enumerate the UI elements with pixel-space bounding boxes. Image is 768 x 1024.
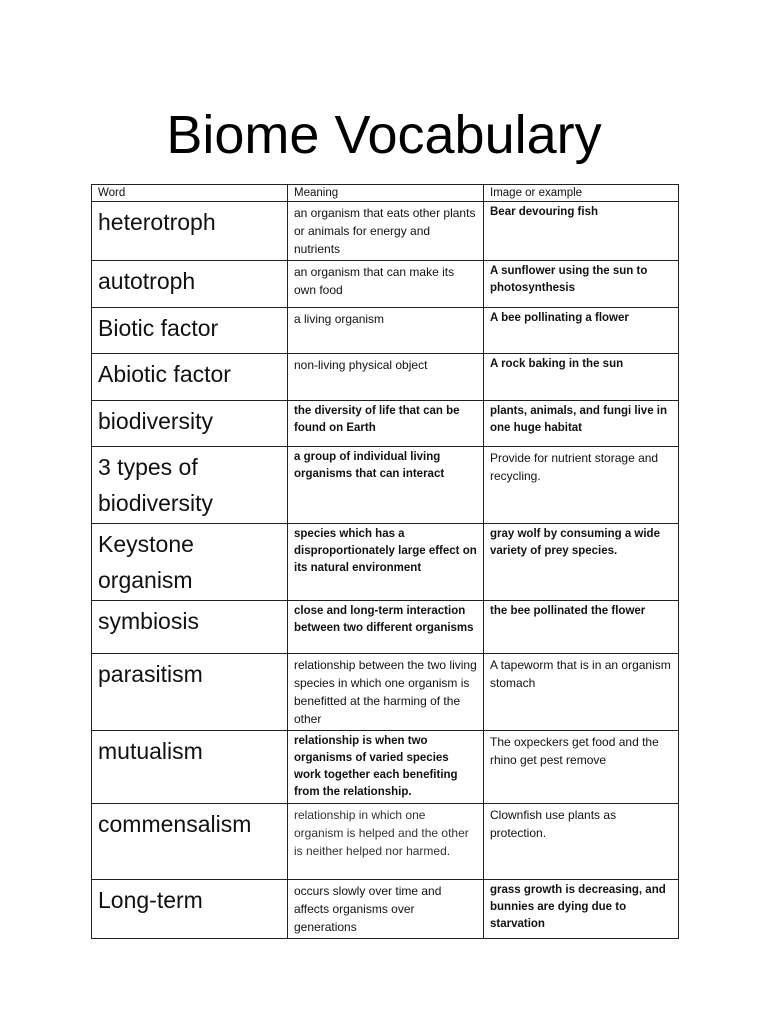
- word-cell: Long-term: [92, 880, 288, 939]
- word-cell: Abiotic factor: [92, 354, 288, 401]
- table-row: [92, 880, 679, 939]
- table-row: [92, 524, 679, 601]
- meaning-cell: the diversity of life that can be found on Earth: [288, 401, 484, 447]
- table-row: [92, 354, 679, 401]
- word-cell: commensalism: [92, 804, 288, 880]
- meaning-cell: occurs slowly over time and affects organisms over generations: [288, 880, 484, 939]
- word-cell: autotroph: [92, 261, 288, 308]
- example-cell: Bear devouring fish: [484, 202, 679, 261]
- example-cell: A bee pollinating a flower: [484, 308, 679, 354]
- meaning-cell: relationship in which one organism is helped and the other is neither helped nor harmed.: [288, 804, 484, 880]
- example-cell: grass growth is decreasing, and bunnies are dying due to starvation: [484, 880, 679, 939]
- table-header-row: [92, 185, 679, 202]
- meaning-cell: an organism that can make its own food: [288, 261, 484, 308]
- table-row: [92, 804, 679, 880]
- word-cell: symbiosis: [92, 601, 288, 654]
- header-example: Image or example: [484, 185, 679, 202]
- meaning-cell: relationship between the two living species in which one organism is benefitted at the harming of the other: [288, 654, 484, 731]
- meaning-cell: close and long-term interaction between two different organisms: [288, 601, 484, 654]
- table-row: [92, 401, 679, 447]
- table-row: [92, 731, 679, 804]
- meaning-cell: relationship is when two organisms of varied species work together each benefiting from the relationship.: [288, 731, 484, 804]
- example-cell: A sunflower using the sun to photosynthesis: [484, 261, 679, 308]
- example-cell: plants, animals, and fungi live in one huge habitat: [484, 401, 679, 447]
- table-row: [92, 261, 679, 308]
- meaning-cell: non-living physical object: [288, 354, 484, 401]
- table-row: [92, 447, 679, 524]
- word-cell: parasitism: [92, 654, 288, 731]
- example-cell: A tapeworm that is in an organism stomach: [484, 654, 679, 731]
- table-row: [92, 654, 679, 731]
- word-cell: Biotic factor: [92, 308, 288, 354]
- meaning-cell: a group of individual living organisms that can interact: [288, 447, 484, 524]
- word-cell: heterotroph: [92, 202, 288, 261]
- vocabulary-table: [91, 184, 679, 939]
- table-row: [92, 601, 679, 654]
- example-cell: the bee pollinated the flower: [484, 601, 679, 654]
- table-row: [92, 202, 679, 261]
- meaning-cell: species which has a disproportionately large effect on its natural environment: [288, 524, 484, 601]
- table-row: [92, 308, 679, 354]
- word-cell: 3 types of biodiversity: [92, 447, 288, 524]
- word-cell: biodiversity: [92, 401, 288, 447]
- meaning-cell: an organism that eats other plants or animals for energy and nutrients: [288, 202, 484, 261]
- word-cell: mutualism: [92, 731, 288, 804]
- header-meaning: Meaning: [288, 185, 484, 202]
- example-cell: A rock baking in the sun: [484, 354, 679, 401]
- example-cell: gray wolf by consuming a wide variety of prey species.: [484, 524, 679, 601]
- example-cell: The oxpeckers get food and the rhino get pest remove: [484, 731, 679, 804]
- word-cell: Keystone organism: [92, 524, 288, 601]
- header-word: Word: [92, 185, 288, 202]
- example-cell: Clownfish use plants as protection.: [484, 804, 679, 880]
- example-cell: Provide for nutrient storage and recycling.: [484, 447, 679, 524]
- page-title: Biome Vocabulary: [166, 105, 602, 165]
- meaning-cell: a living organism: [288, 308, 484, 354]
